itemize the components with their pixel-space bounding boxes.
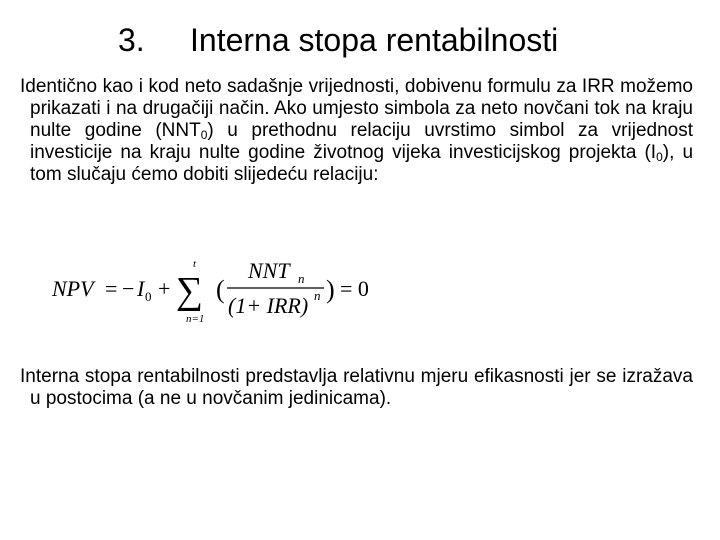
formula-denominator: (1+ IRR)	[228, 293, 309, 318]
denominator-sup: n	[314, 288, 321, 303]
sum-sigma: ∑	[176, 270, 204, 312]
formula-minus: −	[122, 276, 135, 301]
formula-equals-zero: = 0	[340, 276, 369, 301]
formula-numerator: NNT	[248, 258, 290, 283]
formula-i: I	[137, 276, 145, 301]
section-number: 3.	[118, 22, 145, 58]
formula-i-sub: 0	[145, 289, 152, 304]
intro-paragraph	[20, 76, 693, 186]
sum-upper-limit: t	[193, 258, 197, 270]
sum-lower-limit: n=1	[186, 313, 205, 325]
conclusion-paragraph: Interna stopa rentabilnosti predstavlja relativnu mjeru efikasnosti jer se izražava u postocima (a ne u novčanim jedinicama).	[20, 366, 693, 409]
irr-formula	[52, 256, 382, 326]
intro-text-part2: ) u prethodnu relaciju uvrstimo simbol za vrijednost investicije na kraju nulte godine životnog vijeka investicijskog projekta (I	[30, 120, 693, 163]
intro-text-part3: ), u tom slučaju ćemo dobiti slijedeću relaciju:	[30, 142, 694, 185]
numerator-sub: n	[298, 271, 305, 286]
nnt-subscript: 0	[200, 128, 208, 142]
formula-npv: NPV	[52, 276, 94, 301]
formula-plus: +	[158, 276, 171, 301]
investment-subscript: 0	[656, 150, 663, 164]
formula-paren-close: )	[326, 275, 335, 304]
title-text: Interna stopa rentabilnosti	[190, 22, 559, 58]
intro-text-part1: Identično kao i kod neto sadašnje vrijednosti, dobivenu formulu za IRR možemo prikazati i na drugačiji način. Ako umjesto simbola za neto novčani tok na kraju nulte godine (NNT	[20, 76, 693, 141]
slide-title	[118, 18, 558, 62]
formula-paren-open: (	[216, 275, 225, 304]
formula-equals: =	[105, 276, 118, 301]
